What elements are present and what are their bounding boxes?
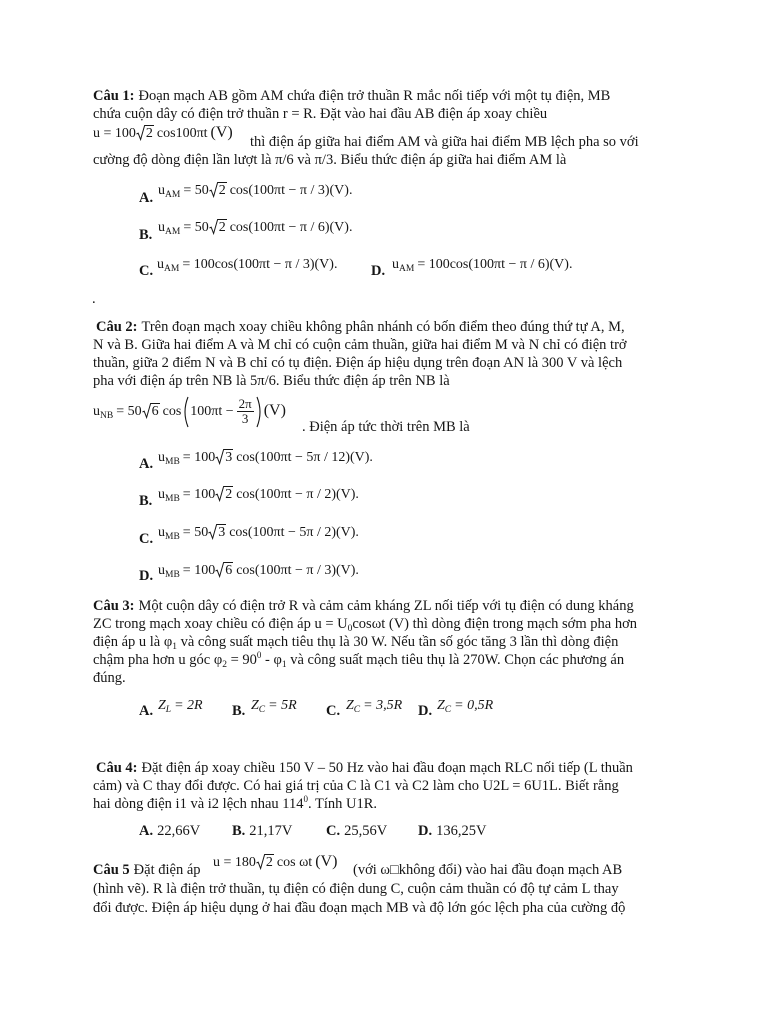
formula-expression: = 0,5R — [454, 698, 494, 713]
text-segment: - φ — [261, 652, 282, 668]
question-3-line-2 — [93, 615, 637, 635]
q2-option-a-letter: A. — [139, 456, 154, 472]
formula-function: cos100πt — [156, 126, 208, 141]
radical-sign — [142, 403, 152, 419]
formula-expression: cos(100πt − π / 6)(V). — [229, 220, 353, 235]
formula-inner: 100πt − — [190, 404, 234, 419]
subscript: 2 — [222, 660, 227, 670]
formula-expression: cos(100πt − 5π / 12)(V). — [236, 450, 373, 465]
formula-expression: = 100cos(100πt − π / 3)(V). — [182, 257, 338, 272]
formula-variable: u — [93, 404, 100, 419]
q3-option-b-letter: B. — [232, 703, 246, 719]
q2-option-b-letter: B. — [139, 493, 153, 509]
option-letter: A. — [139, 823, 154, 839]
question-4-label: Câu 4: — [96, 760, 138, 776]
fraction-numerator: 2π — [238, 396, 252, 412]
q3-option-b-formula — [251, 697, 297, 716]
text-segment: và công suất mạch tiêu thụ là 270W. Chọn các phương án — [286, 652, 625, 668]
q3-option-d-letter: D. — [418, 703, 433, 719]
square-root — [208, 524, 226, 540]
radicand: 2 — [145, 126, 153, 141]
formula-function: cos ωt — [276, 855, 313, 870]
q2-option-b-formula — [158, 486, 359, 505]
square-root — [142, 403, 160, 419]
question-3-line-3 — [93, 633, 618, 653]
question-2-line-5: . Điện áp tức thời trên MB là — [302, 419, 470, 435]
question-5-line-2: (hình vẽ). R là điện trở thuần, tụ điện có điện dung C, cuộn cảm thuần có độ tự cảm L thay — [93, 881, 619, 897]
q1-option-a-letter: A. — [139, 190, 154, 206]
q1-option-c-formula — [157, 256, 337, 275]
radical-sign — [256, 854, 266, 870]
formula-subscript: NB — [100, 411, 114, 421]
text-segment: ZC trong mạch xoay chiều có điện áp u = U — [93, 616, 348, 632]
square-root — [209, 219, 227, 235]
square-root — [136, 125, 154, 141]
formula-variable: Z — [346, 698, 354, 713]
formula-unit: (V) — [315, 853, 338, 870]
formula-variable: u — [158, 183, 165, 198]
formula-variable: Z — [437, 698, 445, 713]
formula-subscript: AM — [165, 227, 181, 237]
q2-option-c-formula — [158, 524, 359, 543]
formula-subscript: C — [444, 705, 452, 715]
question-3-text: Một cuộn dây có điện trở R và cảm cảm kháng ZL nối tiếp với tụ điện có dung kháng — [138, 598, 634, 614]
question-1-line-1 — [93, 87, 610, 105]
question-1-formula — [93, 124, 233, 143]
option-value: 22,66V — [157, 823, 201, 839]
formula-variable: u — [158, 525, 165, 540]
formula-subscript: MB — [165, 570, 180, 580]
formula-coefficient: = 50 — [182, 525, 209, 540]
formula-subscript: MB — [165, 457, 180, 467]
radicand: 6 — [225, 563, 233, 578]
text-segment: hai dòng điện i1 và i2 lệch nhau 114 — [93, 796, 304, 812]
formula-expression: cos(100πt − π / 3)(V). — [229, 183, 353, 198]
q2-option-a-formula — [158, 449, 373, 468]
formula-subscript: L — [165, 705, 172, 715]
subscript: 0 — [347, 624, 353, 634]
text-segment: chậm pha hơn u góc φ — [93, 652, 223, 668]
formula-expression: = 100cos(100πt − π / 6)(V). — [417, 257, 573, 272]
formula-variable: u — [158, 450, 165, 465]
q1-option-b-formula — [158, 219, 352, 238]
formula-coefficient: = 50 — [183, 220, 209, 235]
formula-subscript: MB — [165, 494, 180, 504]
fraction — [237, 397, 254, 426]
option-letter: D. — [418, 823, 433, 839]
square-root — [215, 486, 233, 502]
question-3-line-1 — [93, 597, 634, 615]
question-1-line-2: chứa cuộn dây có điện trở thuần r = R. Đặt vào hai đầu AB điện áp xoay chiều — [93, 106, 548, 122]
radical-sign — [209, 219, 219, 235]
superscript: 0 — [303, 794, 308, 804]
question-1-line-3: thì điện áp giữa hai điểm AM và giữa hai điểm MB lệch pha so với — [250, 134, 639, 150]
radicand: 6 — [151, 404, 159, 419]
formula-unit: (V) — [210, 124, 233, 141]
big-close-paren — [255, 396, 264, 428]
question-4-line-2: cảm) và C thay đổi được. Có hai giá trị của C là C1 và C2 làm cho U2L = 6U1L. Biết rằng — [93, 778, 619, 794]
square-root — [256, 854, 274, 870]
square-root — [215, 562, 233, 578]
stray-dot: . — [92, 291, 96, 307]
square-root — [215, 449, 233, 465]
formula-coefficient: = 100 — [182, 450, 216, 465]
radical-sign — [208, 524, 218, 540]
question-5-line-1-cont: (với ω□không đổi) vào hai đầu đoạn mạch AB — [353, 862, 623, 878]
formula-expression: cos(100πt − 5π / 2)(V). — [229, 525, 359, 540]
superscript: 0 — [256, 650, 262, 660]
question-5-line-3: đổi được. Điện áp hiệu dụng ở hai đầu đoạn mạch MB và độ lớn góc lệch pha của cường độ — [93, 900, 626, 916]
option-value: 136,25V — [436, 823, 487, 839]
formula-coefficient: = 50 — [183, 183, 209, 198]
formula-variable: Z — [158, 698, 166, 713]
formula-subscript: AM — [164, 264, 180, 274]
q1-option-d-letter: D. — [371, 263, 386, 279]
formula-variable: u — [158, 563, 165, 578]
option-letter: B. — [232, 823, 246, 839]
question-5-formula — [213, 853, 337, 872]
text-segment: . Tính U1R. — [307, 796, 378, 812]
formula-expression: = 3,5R — [363, 698, 403, 713]
q3-option-c-letter: C. — [326, 703, 341, 719]
question-5-label: Câu 5 — [93, 862, 130, 878]
question-2-line-2: N và B. Giữa hai điểm A và M chỉ có cuộn cảm thuần, giữa hai điểm M và N chỉ có điện trở — [93, 337, 627, 353]
q4-option-d — [418, 822, 486, 840]
big-open-paren — [181, 396, 190, 428]
option-value: 21,17V — [249, 823, 293, 839]
radical-sign — [215, 562, 225, 578]
formula-expression: = 2R — [174, 698, 203, 713]
text-segment: cosωt (V) thì dòng điện trong mạch sớm pha hơn — [352, 616, 637, 632]
formula-coefficient: = 100 — [182, 563, 216, 578]
q2-option-d-letter: D. — [139, 568, 154, 584]
formula-variable: u — [157, 257, 164, 272]
formula-expression: cos(100πt − π / 2)(V). — [236, 487, 359, 502]
q4-option-c — [326, 822, 387, 840]
option-letter: C. — [326, 823, 341, 839]
question-3-line-4 — [93, 651, 624, 671]
q2-option-c-letter: C. — [139, 531, 154, 547]
question-2-line-1 — [96, 318, 625, 336]
formula-unit: (V) — [263, 402, 286, 419]
question-2-label: Câu 2: — [96, 319, 138, 335]
formula-subscript: AM — [399, 264, 415, 274]
radicand: 2 — [218, 183, 226, 198]
formula-subscript: C — [258, 705, 266, 715]
question-5-text: Đặt điện áp — [133, 862, 201, 878]
radicand: 3 — [225, 450, 233, 465]
formula-subscript: AM — [165, 190, 181, 200]
option-value: 25,56V — [344, 823, 388, 839]
formula-coefficient: = 50 — [116, 404, 142, 419]
q1-option-a-formula — [158, 182, 352, 201]
q1-option-b-letter: B. — [139, 227, 153, 243]
question-1-line-4: cường độ dòng điện lần lượt là π/6 và π/3. Biểu thức điện áp giữa hai điểm AM là — [93, 152, 567, 168]
radicand: 3 — [218, 525, 226, 540]
formula-variable: u — [158, 487, 165, 502]
formula-expression: = 5R — [268, 698, 297, 713]
formula-function: cos — [162, 404, 182, 419]
radical-sign — [215, 486, 225, 502]
question-1-text: Đoạn mạch AB gồm AM chứa điện trở thuần R mắc nối tiếp với một tụ điện, MB — [138, 88, 611, 104]
question-2-text: Trên đoạn mạch xoay chiều không phân nhánh có bốn điểm theo đúng thứ tự A, M, — [141, 319, 625, 335]
formula-lhs: u = 180 — [213, 855, 256, 870]
q1-option-d-formula — [392, 256, 572, 275]
formula-subscript: C — [353, 705, 361, 715]
q3-option-d-formula — [437, 697, 493, 716]
formula-variable: Z — [251, 698, 259, 713]
formula-lhs: u = 100 — [93, 126, 136, 141]
q2-option-d-formula — [158, 562, 359, 581]
radical-sign — [136, 125, 146, 141]
text-segment: = 90 — [226, 652, 257, 668]
question-2-formula — [93, 394, 286, 430]
q3-option-a-formula — [158, 697, 203, 716]
radical-sign — [215, 449, 225, 465]
question-2-line-3: thuần, giữa 2 điểm N và B chỉ có tụ điện. Điện áp hiệu dụng trên đoạn AN là 300 V và lệch — [93, 355, 623, 371]
formula-variable: u — [158, 220, 165, 235]
formula-variable: u — [392, 257, 399, 272]
q3-option-a-letter: A. — [139, 703, 154, 719]
question-3-line-5: đúng. — [93, 670, 126, 686]
radicand: 2 — [265, 855, 273, 870]
formula-coefficient: = 100 — [182, 487, 216, 502]
question-3-label: Câu 3: — [93, 598, 135, 614]
fraction-denominator: 3 — [241, 411, 249, 427]
subscript: 1 — [172, 642, 177, 652]
q4-option-a — [139, 822, 200, 840]
text-segment: điện áp u là φ — [93, 634, 173, 650]
question-4-text: Đặt điện áp xoay chiều 150 V – 50 Hz vào hai đầu đoạn mạch RLC nối tiếp (L thuần — [141, 760, 633, 776]
text-segment: và công suất mạch tiêu thụ là 30 W. Nếu tần số góc tăng 3 lần thì dòng điện — [176, 634, 619, 650]
formula-subscript: MB — [165, 532, 180, 542]
question-1-label: Câu 1: — [93, 88, 135, 104]
subscript: 1 — [281, 660, 287, 670]
radicand: 2 — [218, 220, 226, 235]
question-4-line-1 — [96, 759, 633, 777]
q1-option-c-letter: C. — [139, 263, 154, 279]
radical-sign — [209, 182, 219, 198]
q4-option-b — [232, 822, 292, 840]
formula-expression: cos(100πt − π / 3)(V). — [236, 563, 359, 578]
square-root — [209, 182, 227, 198]
question-2-line-4: pha với điện áp trên NB là 5π/6. Biểu thức điện áp trên NB là — [93, 373, 450, 389]
q3-option-c-formula — [346, 697, 402, 716]
radicand: 2 — [225, 487, 233, 502]
question-4-line-3 — [93, 795, 377, 814]
question-5-line-1 — [93, 861, 201, 879]
